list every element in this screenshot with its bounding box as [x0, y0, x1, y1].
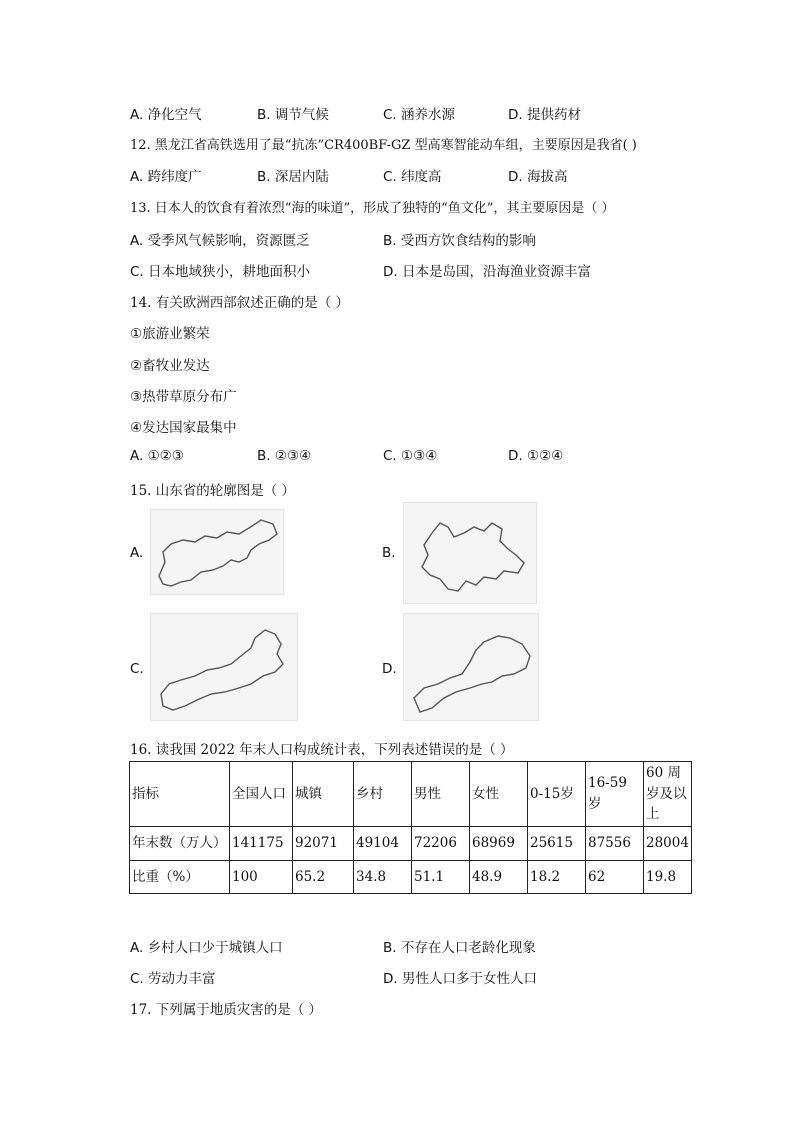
q13-option-c: C. 日本地域狭小，耕地面积小 — [130, 264, 311, 280]
table-header-cell: 男性 — [412, 762, 470, 827]
q16-option-b: B. 不存在人口老龄化现象 — [383, 940, 536, 956]
map-label-d: D. — [382, 661, 397, 677]
q12-option-a: A. 跨纬度广 — [130, 169, 202, 185]
table-cell: 19.8 — [644, 861, 692, 894]
table-cell: 100 — [230, 861, 293, 894]
q14-statement-3: ③热带草原分布广 — [130, 389, 237, 405]
q16-option-a: A. 乡村人口少于城镇人口 — [130, 940, 283, 956]
q12-stem: 12. 黑龙江省高铁选用了最“抗冻”CR400BF-GZ 型高寒智能动车组，主要原因是我省( ) — [130, 138, 637, 153]
table-cell: 年末数（万人） — [130, 827, 230, 861]
q16-option-c: C. 劳动力丰富 — [130, 971, 216, 987]
map-b-outline — [403, 502, 537, 604]
table-row — [130, 861, 692, 894]
map-c-outline-icon — [151, 614, 297, 720]
q14-option-b: B. ②③④ — [257, 448, 312, 464]
q14-option-d: D. ①②④ — [508, 448, 564, 464]
q12-option-c: C. 纬度高 — [383, 169, 442, 185]
table-header-cell: 乡村 — [354, 762, 412, 827]
population-stats-table — [129, 761, 692, 894]
q14-option-a: A. ①②③ — [130, 448, 184, 464]
table-cell: 18.2 — [528, 861, 586, 894]
map-d-outline — [403, 613, 539, 721]
table-header-cell: 女性 — [470, 762, 528, 827]
map-a-outline-icon — [151, 510, 283, 594]
q16-option-d: D. 男性人口多于女性人口 — [383, 971, 537, 987]
table-cell: 25615 — [528, 827, 586, 861]
table-row — [130, 827, 692, 861]
q14-stem: 14. 有关欧洲西部叙述正确的是（ ） — [130, 295, 350, 311]
table-cell: 65.2 — [293, 861, 354, 894]
table-cell: 87556 — [586, 827, 644, 861]
q12-option-b: B. 深居内陆 — [257, 169, 329, 185]
q11-option-c: C. 涵养水源 — [383, 107, 456, 123]
table-cell: 92071 — [293, 827, 354, 861]
q11-option-d: D. 提供药材 — [508, 107, 581, 123]
q13-option-b: B. 受西方饮食结构的影响 — [383, 233, 536, 249]
map-label-c: C. — [130, 661, 144, 677]
q13-stem: 13. 日本人的饮食有着浓烈“海的味道”，形成了独特的“鱼文化”，其主要原因是（ ） — [130, 201, 615, 216]
map-label-a: A. — [130, 545, 144, 561]
table-cell: 比重（%） — [130, 861, 230, 894]
table-cell: 49104 — [354, 827, 412, 861]
q16-stem: 16. 读我国 2022 年末人口构成统计表，下列表述错误的是（ ） — [130, 742, 514, 758]
q14-statement-2: ②畜牧业发达 — [130, 358, 210, 374]
table-cell: 68969 — [470, 827, 528, 861]
q11-option-a: A. 净化空气 — [130, 107, 202, 123]
table-cell: 72206 — [412, 827, 470, 861]
table-cell: 62 — [586, 861, 644, 894]
map-c-outline — [150, 613, 298, 721]
table-header-cell: 全国人口 — [230, 762, 293, 827]
map-d-outline-icon — [404, 614, 538, 720]
map-b-outline-icon — [404, 503, 536, 603]
q14-statement-1: ①旅游业繁荣 — [130, 326, 210, 342]
q15-stem: 15. 山东省的轮廓图是（ ） — [130, 483, 296, 499]
table-cell: 28004 — [644, 827, 692, 861]
table-header-cell: 16-59 岁 — [586, 762, 644, 827]
map-label-b: B. — [382, 545, 396, 561]
q17-stem: 17. 下列属于地质灾害的是（ ） — [130, 1002, 323, 1018]
table-header-cell: 指标 — [130, 762, 230, 827]
table-cell: 34.8 — [354, 861, 412, 894]
table-header-row — [130, 762, 692, 827]
table-header-cell: 0-15岁 — [528, 762, 586, 827]
map-a-shandong — [150, 509, 284, 595]
table-cell: 51.1 — [412, 861, 470, 894]
q13-option-d: D. 日本是岛国，沿海渔业资源丰富 — [383, 264, 591, 280]
q11-option-b: B. 调节气候 — [257, 107, 329, 123]
table-header-cell: 60 周岁及以上 — [644, 762, 692, 827]
q13-option-a: A. 受季风气候影响，资源匮乏 — [130, 233, 310, 249]
table-header-cell: 城镇 — [293, 762, 354, 827]
q14-statement-4: ④发达国家最集中 — [130, 420, 237, 436]
q14-option-c: C. ①③④ — [383, 448, 438, 464]
q12-option-d: D. 海拔高 — [508, 169, 568, 185]
table-cell: 141175 — [230, 827, 293, 861]
table-cell: 48.9 — [470, 861, 528, 894]
